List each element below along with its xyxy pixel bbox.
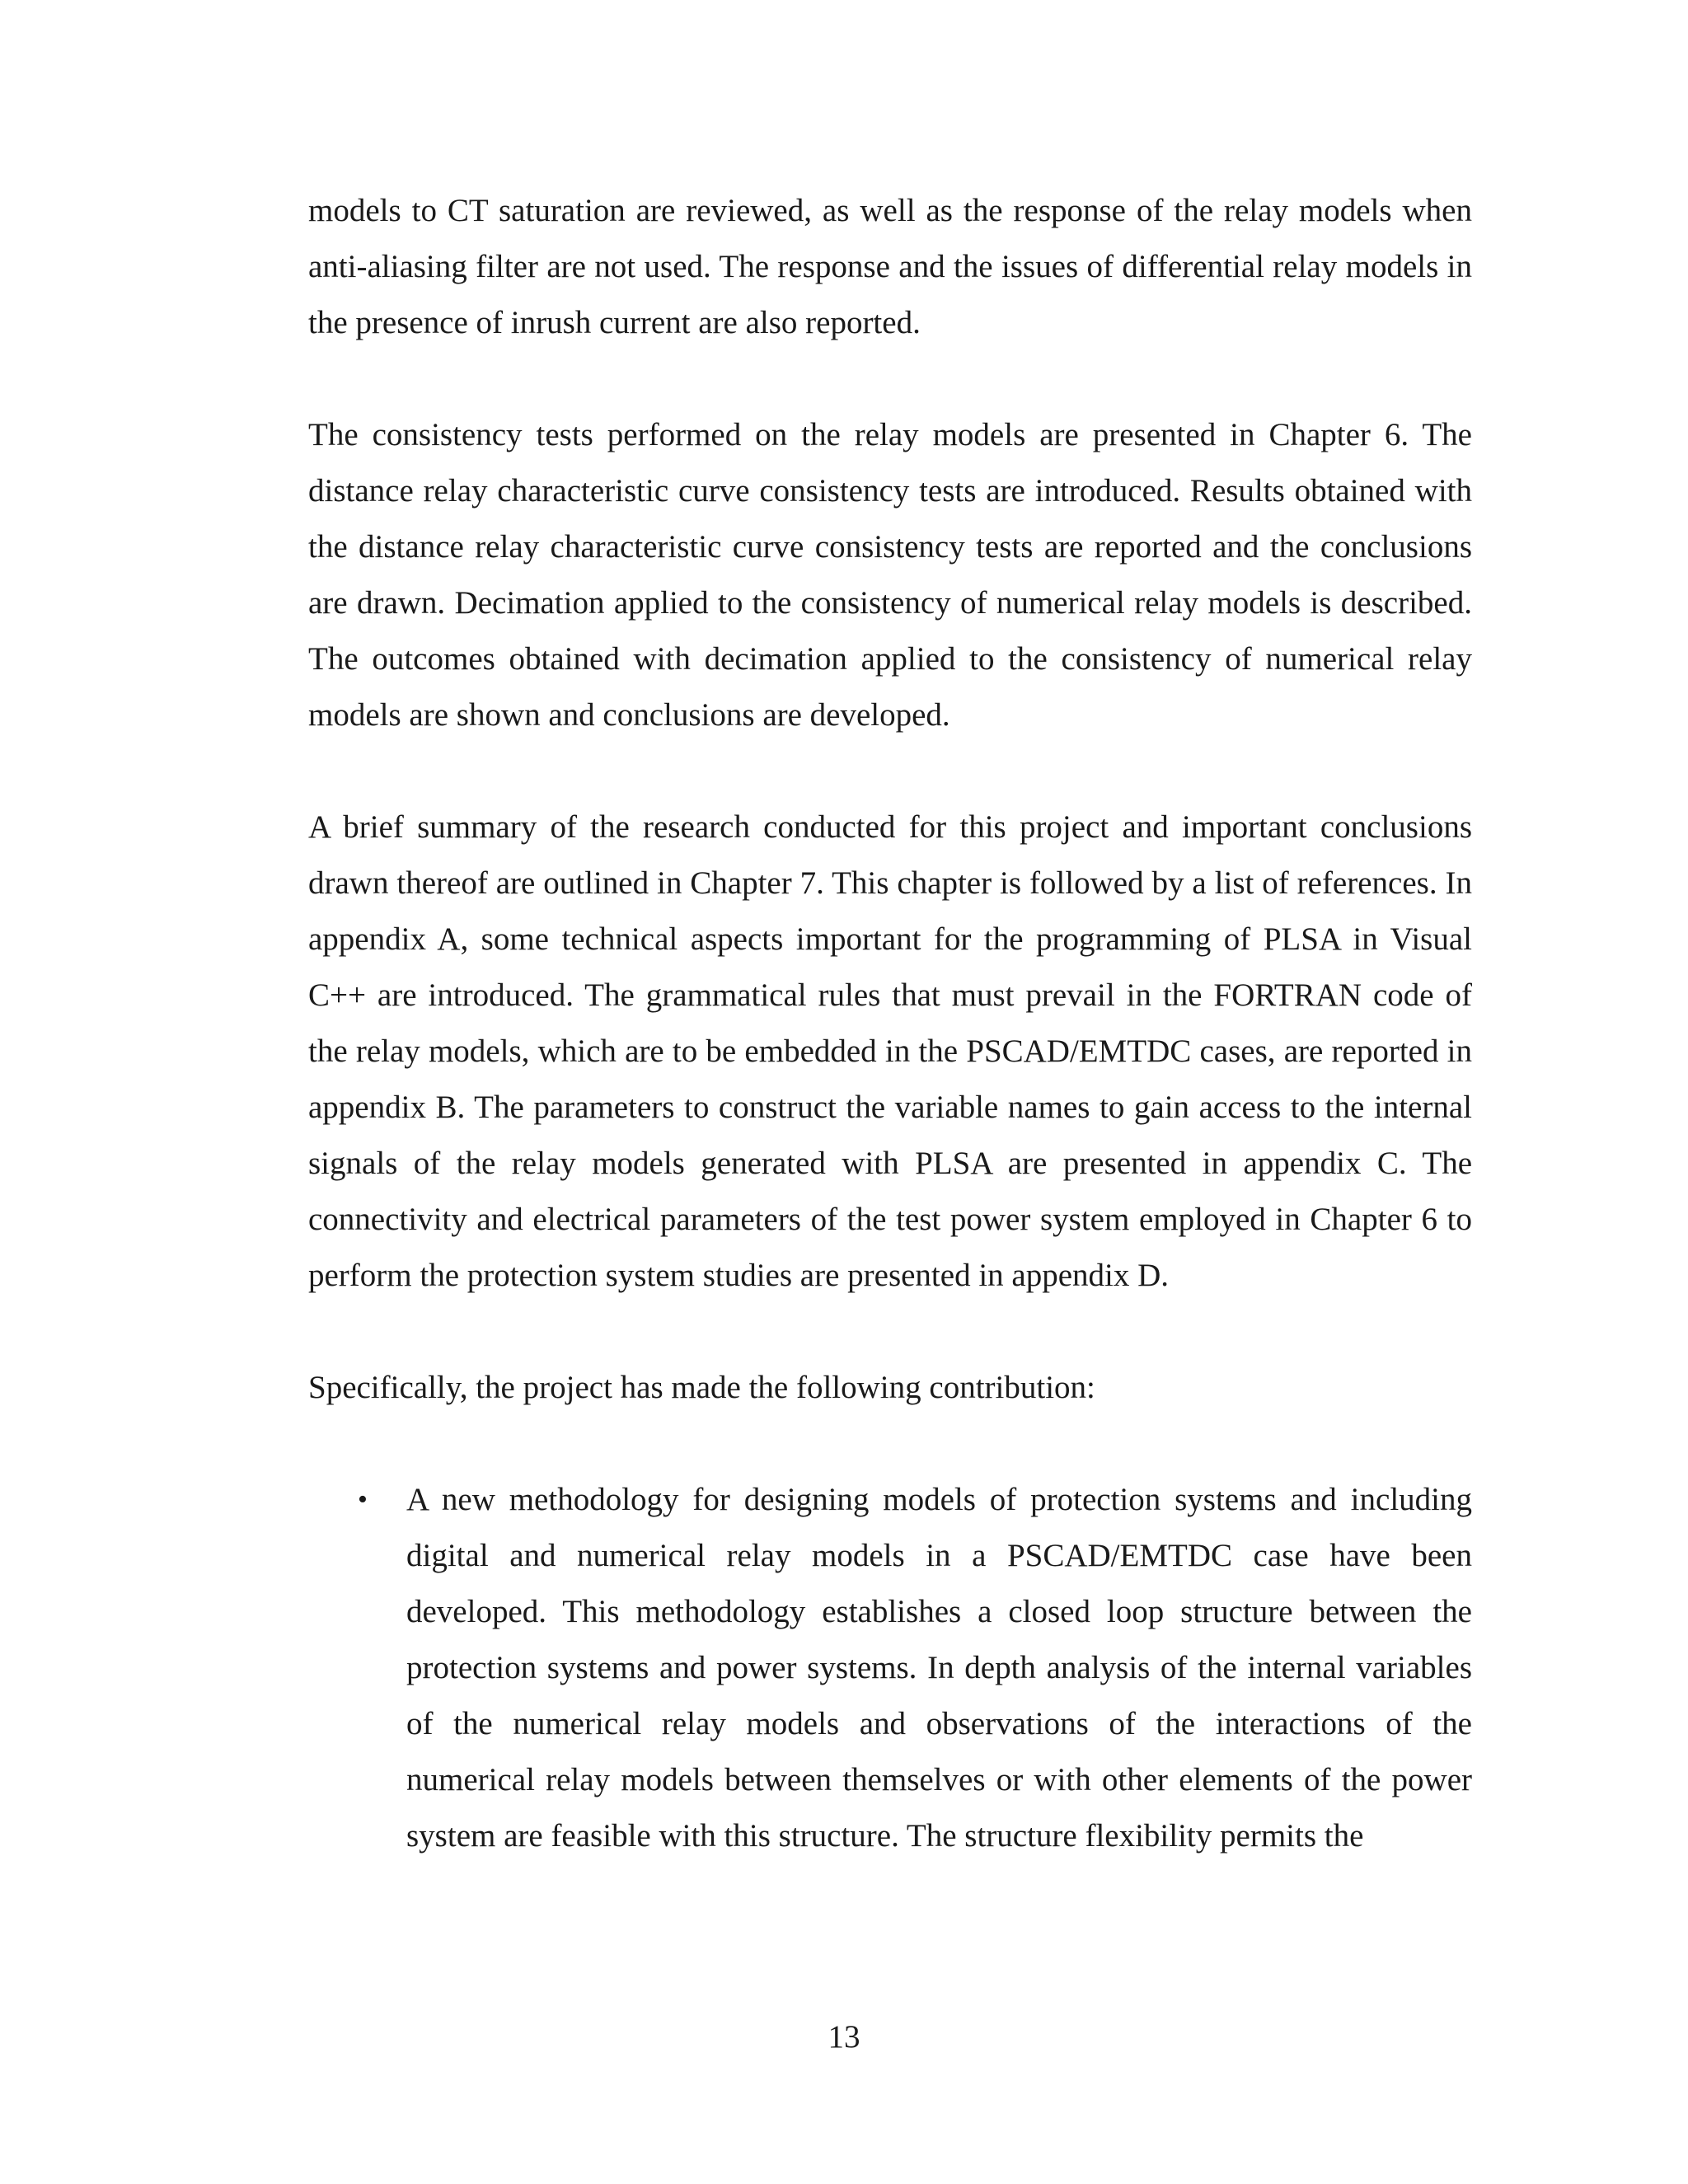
paragraph-3: A brief summary of the research conducted for this project and important conclusions drawn thereof are outlined in Chapter 7. This chapter is followed by a list of references. In appendix A, some technical aspects important for the programming of PLSA in Visual C++ are introduced. The grammatical rules that must prevail in the FORTRAN code of the relay models, which are to be embedded in the PSCAD/EMTDC cases, are reported in appendix B. The parameters to construct the variable names to gain access to the internal signals of the relay models generated with PLSA are presented in appendix C. The connectivity and electrical parameters of the test power system employed in Chapter 6 to perform the protection system studies are presented in appendix D. (308, 809, 1472, 1293)
contribution-list (308, 1472, 1472, 1864)
body-text (308, 183, 1472, 1864)
paragraph-4: Specifically, the project has made the following contribution: (308, 1370, 1095, 1405)
bullet-icon: • (358, 1484, 368, 1515)
list-item-text: A new methodology for designing models of protection systems and including digital and numerical relay models in a PSCAD/EMTDC case have been developed. This methodology establishes a closed loop structure between the protection systems and power systems. In depth analysis of the internal variables of the numerical relay models and observations of the interactions of the numerical relay models between themselves or with other elements of the power system are feasible with this structure. The structure flexibility permits the (406, 1482, 1472, 1854)
page-number: 13 (828, 2019, 860, 2055)
paragraph-2: The consistency tests performed on the relay models are presented in Chapter 6. The distance relay characteristic curve consistency tests are introduced. Results obtained with the distance relay characteristic curve consistency tests are reported and the conclusions are drawn. Decimation applied to the consistency of numerical relay models is described. The outcomes obtained with decimation applied to the consistency of numerical relay models are shown and conclusions are developed. (308, 417, 1472, 733)
list-item (308, 1472, 1472, 1864)
paragraph-1: models to CT saturation are reviewed, as well as the response of the relay models when anti-aliasing filter are not used. The response and the issues of differential relay models in the presence of inrush current are also reported. (308, 193, 1472, 340)
